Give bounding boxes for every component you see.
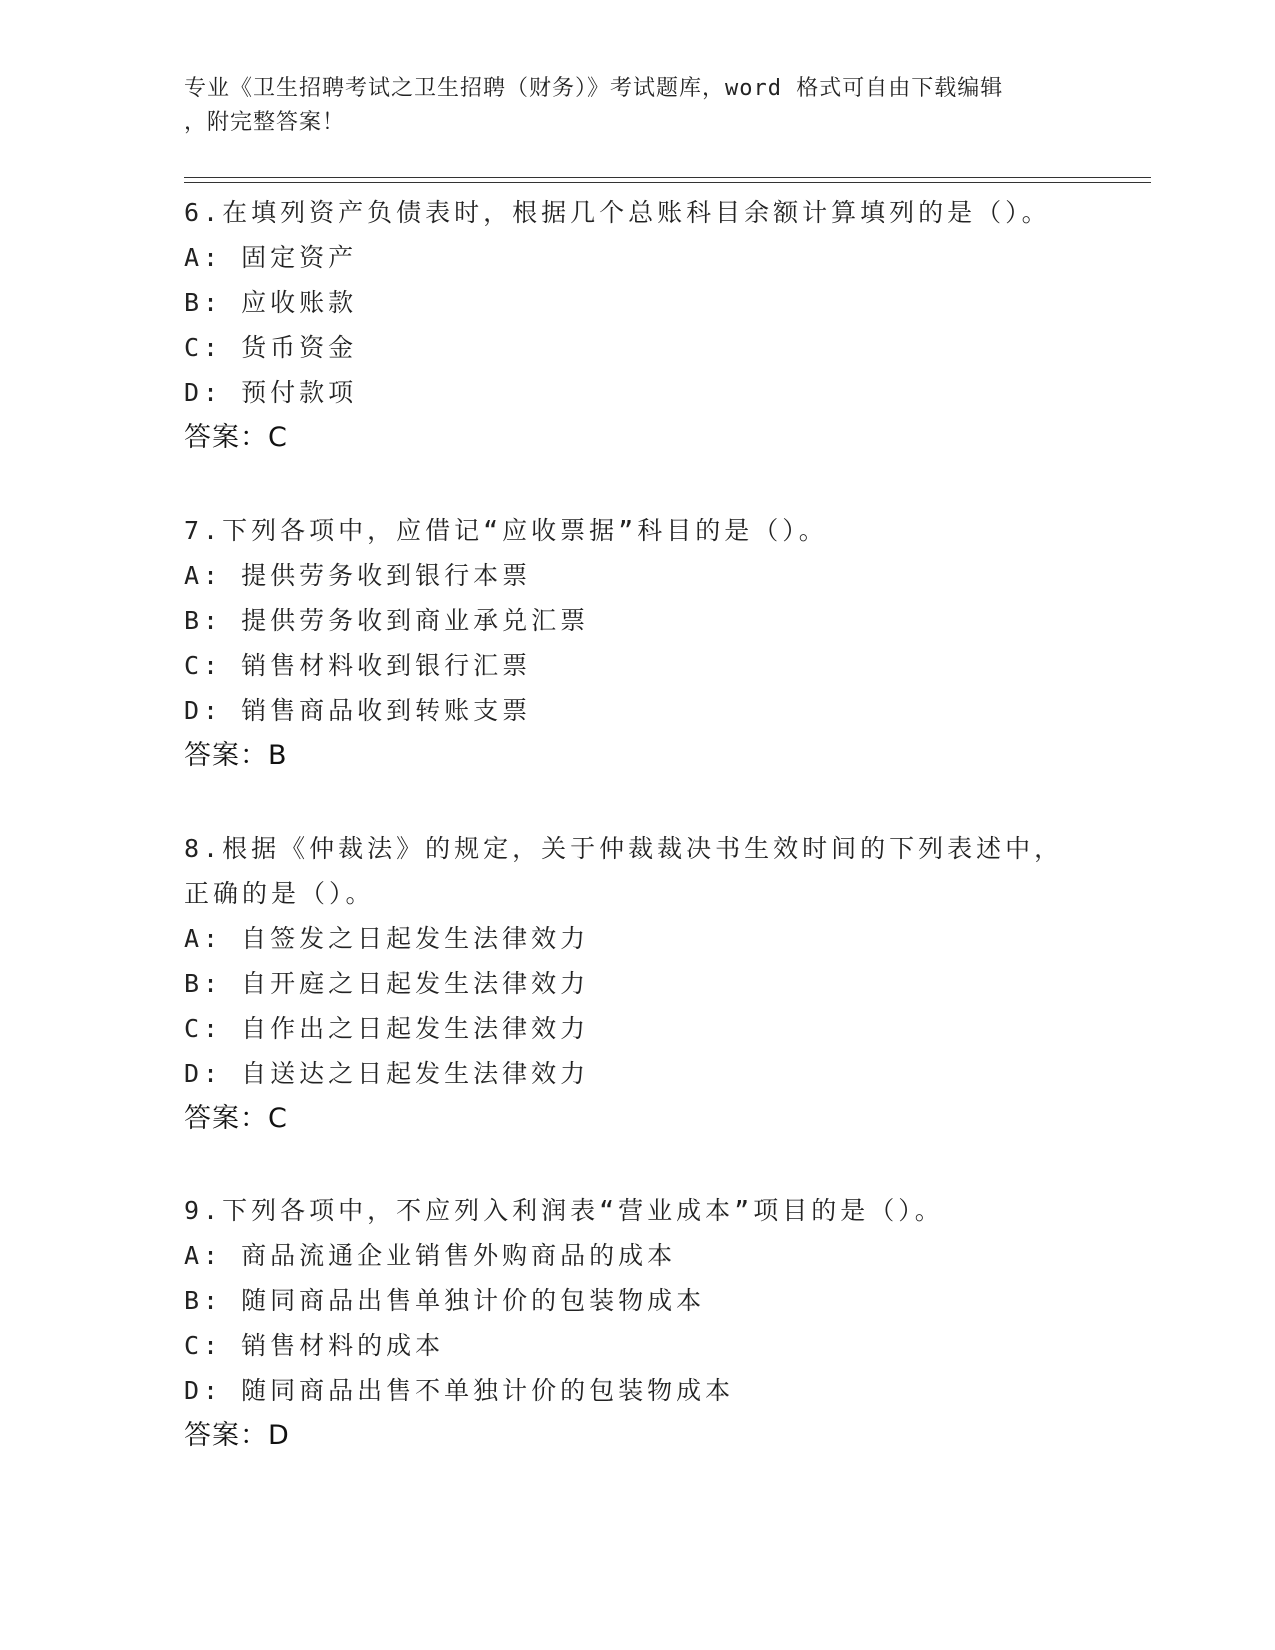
option-b: B: 提供劳务收到商业承兑汇票 — [184, 606, 590, 635]
option-a: A: 提供劳务收到银行本票 — [184, 561, 532, 590]
question-6 — [184, 190, 1084, 461]
question-stem — [184, 190, 1084, 235]
answer: 答案：C — [184, 1103, 288, 1134]
header-divider-bottom — [184, 182, 1151, 183]
question-8 — [184, 826, 1084, 1142]
document-header — [184, 72, 1064, 140]
question-stem-line: 8.根据《仲裁法》的规定，关于仲裁裁决书生效时间的下列表述中， — [184, 834, 1064, 863]
answer: 答案：C — [184, 422, 288, 453]
option-c: C: 货币资金 — [184, 333, 358, 362]
option-c: C: 自作出之日起发生法律效力 — [184, 1014, 590, 1043]
question-stem-line: 7.下列各项中，应借记“应收票据”科目的是（）。 — [184, 516, 828, 545]
option-d: D: 预付款项 — [184, 378, 358, 407]
option-b: B: 随同商品出售单独计价的包装物成本 — [184, 1286, 706, 1315]
option-d: D: 销售商品收到转账支票 — [184, 696, 532, 725]
option-d: D: 随同商品出售不单独计价的包装物成本 — [184, 1376, 735, 1405]
option-d: D: 自送达之日起发生法律效力 — [184, 1059, 590, 1088]
question-stem — [184, 826, 1084, 916]
question-9 — [184, 1188, 1084, 1459]
option-c: C: 销售材料的成本 — [184, 1331, 445, 1360]
option-c: C: 销售材料收到银行汇票 — [184, 651, 532, 680]
header-line-1: 专业《卫生招聘考试之卫生招聘（财务）》考试题库，word 格式可自由下载编辑 — [184, 76, 1004, 101]
question-stem — [184, 508, 1084, 553]
question-7 — [184, 508, 1084, 779]
answer: 答案：D — [184, 1420, 290, 1451]
answer: 答案：B — [184, 740, 288, 771]
header-divider-top — [184, 177, 1151, 178]
option-b: B: 自开庭之日起发生法律效力 — [184, 969, 590, 998]
question-stem — [184, 1188, 1084, 1233]
question-stem-line: 正确的是（）。 — [184, 879, 375, 908]
question-stem-line: 9.下列各项中，不应列入利润表“营业成本”项目的是（）。 — [184, 1196, 944, 1225]
option-b: B: 应收账款 — [184, 288, 358, 317]
header-line-2: ，附完整答案！ — [184, 110, 346, 135]
question-stem-line: 6.在填列资产负债表时，根据几个总账科目余额计算填列的是（）。 — [184, 198, 1051, 227]
option-a: A: 自签发之日起发生法律效力 — [184, 924, 590, 953]
option-a: A: 商品流通企业销售外购商品的成本 — [184, 1241, 677, 1270]
option-a: A: 固定资产 — [184, 243, 358, 272]
